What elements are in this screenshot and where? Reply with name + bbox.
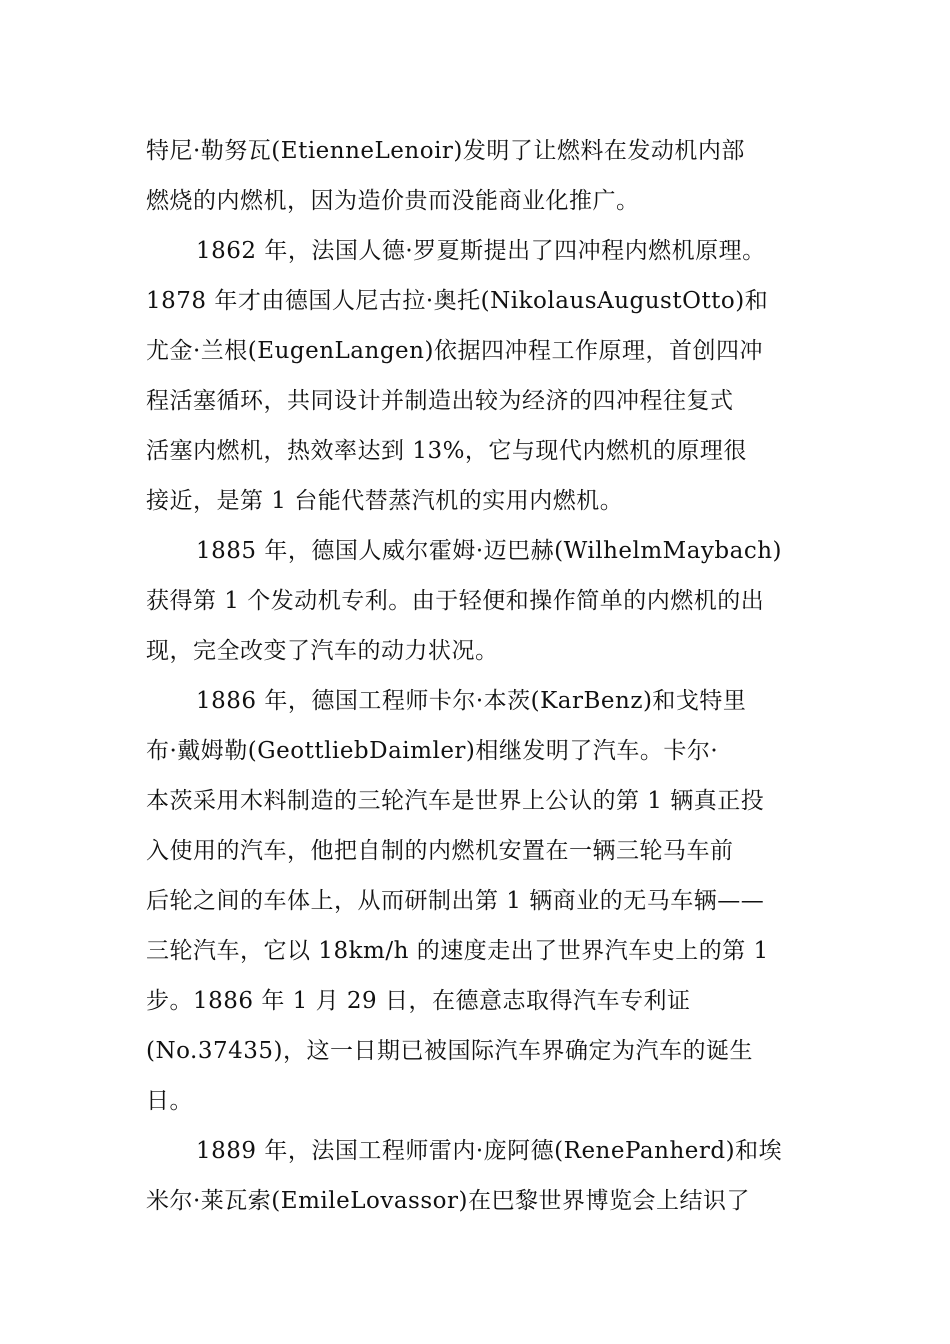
text-line: 尤金·兰根(EugenLangen)依据四冲程工作原理，首创四冲 — [146, 338, 763, 364]
text-line: 日。 — [146, 1088, 193, 1114]
text-line: 程活塞循环，共同设计并制造出较为经济的四冲程往复式 — [146, 388, 734, 414]
text-line: 现，完全改变了汽车的动力状况。 — [146, 638, 499, 664]
text-line: 1886 年，德国工程师卡尔·本茨(KarBenz)和戈特里 — [196, 688, 747, 714]
text-line: 获得第 1 个发动机专利。由于轻便和操作简单的内燃机的出 — [146, 588, 765, 614]
text-line: (No.37435)，这一日期已被国际汽车界确定为汽车的诞生 — [146, 1038, 753, 1064]
text-line: 1862 年，法国人德·罗夏斯提出了四冲程内燃机原理。 — [196, 238, 766, 264]
text-line: 燃烧的内燃机，因为造价贵而没能商业化推广。 — [146, 188, 640, 214]
text-line: 1878 年才由德国人尼古拉·奥托(NikolausAugustOtto)和 — [146, 288, 769, 314]
text-line: 接近，是第 1 台能代替蒸汽机的实用内燃机。 — [146, 488, 624, 514]
text-line: 步。1886 年 1 月 29 日，在德意志取得汽车专利证 — [146, 988, 691, 1014]
text-line: 后轮之间的车体上，从而研制出第 1 辆商业的无马车辆—— — [146, 888, 765, 914]
text-line: 特尼·勒努瓦(EtienneLenoir)发明了让燃料在发动机内部 — [146, 138, 745, 164]
text-line: 三轮汽车，它以 18km/h 的速度走出了世界汽车史上的第 1 — [146, 938, 769, 964]
text-line: 1885 年，德国人威尔霍姆·迈巴赫(WilhelmMaybach) — [196, 538, 783, 564]
text-line: 本茨采用木料制造的三轮汽车是世界上公认的第 1 辆真正投 — [146, 788, 765, 814]
text-line: 米尔·莱瓦索(EmileLovassor)在巴黎世界博览会上结识了 — [146, 1188, 750, 1214]
text-line: 入使用的汽车，他把自制的内燃机安置在一辆三轮马车前 — [146, 838, 734, 864]
text-line: 布·戴姆勒(GeottliebDaimler)相继发明了汽车。卡尔· — [146, 738, 719, 764]
text-line: 1889 年，法国工程师雷内·庞阿德(RenePanherd)和埃 — [196, 1138, 783, 1164]
text-line: 活塞内燃机，热效率达到 13%，它与现代内燃机的原理很 — [146, 438, 747, 464]
